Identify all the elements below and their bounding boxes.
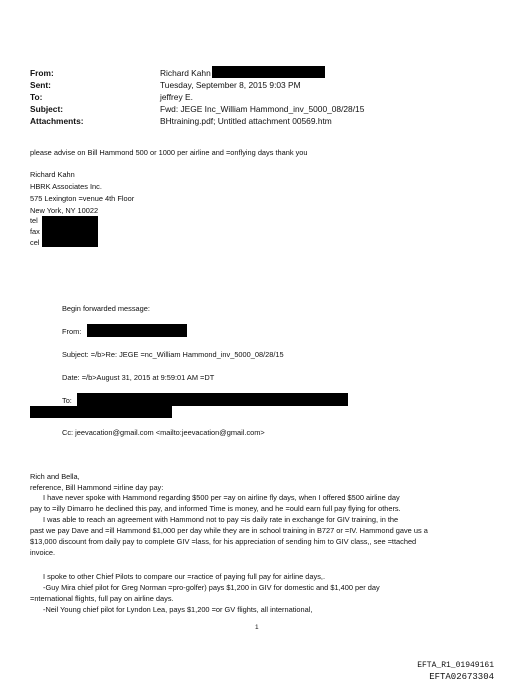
message-line: -Guy Mira chief pilot for Greg Norman =pro-golfer) pays $1,200 in GIV for domestic and $1,400 per day — [43, 583, 380, 592]
to-label: To: — [30, 92, 43, 102]
attachments-value: BHtraining.pdf; Untitled attachment 00569.htm — [160, 116, 332, 126]
signature-company: HBRK Associates Inc. — [30, 182, 102, 191]
forwarded-from-label: From: — [62, 327, 82, 336]
signature-fax: fax — [30, 227, 40, 236]
to-value: jeffrey E. — [160, 92, 193, 102]
attachments-label: Attachments: — [30, 116, 84, 126]
redaction-box — [87, 324, 187, 337]
redaction-box — [77, 393, 348, 406]
message-reference: reference, Bill Hammond =irline day pay: — [30, 483, 164, 492]
sent-label: Sent: — [30, 80, 51, 90]
message-line: -Neil Young chief pilot for Lyndon Lea, pays $1,200 =or GV flights, all international, — [43, 605, 313, 614]
sent-value: Tuesday, September 8, 2015 9:03 PM — [160, 80, 301, 90]
from-label: From: — [30, 68, 54, 78]
redaction-box — [42, 216, 98, 247]
message-line: I spoke to other Chief Pilots to compare our =ractice of paying full pay for airline days,. — [43, 572, 326, 581]
forwarded-to-label: To: — [62, 396, 72, 405]
signature-tel: tel — [30, 216, 38, 225]
message-line: I have never spoke with Hammond regarding $500 per =ay on airline fly days, when I offered $500 airline day — [43, 493, 400, 502]
redaction-box — [30, 406, 172, 418]
forwarded-subject: Subject: =/b>Re: JEGE =nc_William Hammond_inv_5000_08/28/15 — [62, 350, 284, 359]
footer-id-1: EFTA_R1_01949161 — [417, 661, 494, 670]
signature-name: Richard Kahn — [30, 170, 75, 179]
subject-value: Fwd: JEGE Inc_William Hammond_inv_5000_08/28/15 — [160, 104, 365, 114]
page-number: 1 — [255, 624, 259, 631]
forwarded-date: Date: =/b>August 31, 2015 at 9:59:01 AM =DT — [62, 373, 215, 382]
message-line: $13,000 discount from daily pay to complete GIV =lass, for his appreciation of sending him to GIV class,, see =ttached — [30, 537, 417, 546]
subject-label: Subject: — [30, 104, 64, 114]
message-line: pay to =illy Dimarro he declined this pay, and informed Time is money, and he =ould earn full pay flying for others. — [30, 504, 401, 513]
message-line: invoice. — [30, 548, 56, 557]
message-line: I was able to reach an agreement with Hammond not to pay =is daily rate in exchange for GIV training, in the — [43, 515, 399, 524]
forwarded-cc: Cc: jeevacation@gmail.com <mailto:jeevacation@gmail.com> — [62, 428, 265, 437]
signature-address1: 575 Lexington =venue 4th Floor — [30, 194, 135, 203]
message-greeting: Rich and Bella, — [30, 472, 80, 481]
intro-text: please advise on Bill Hammond 500 or 1000 per airline and =onflying days thank you — [30, 148, 308, 157]
signature-cel: cel — [30, 238, 40, 247]
from-value: Richard Kahn — [160, 68, 211, 78]
message-line: past we pay Dave and =ill Hammond $1,000 per day while they are in school training in B727 or =IV. Hammond gave us a — [30, 526, 428, 535]
redaction-box — [212, 66, 325, 78]
forwarded-begin: Begin forwarded message: — [62, 304, 150, 313]
message-line: =nternational flights, full pay on airline days. — [30, 594, 174, 603]
signature-address2: New York, NY 10022 — [30, 206, 99, 215]
footer-id-2: EFTA02673304 — [429, 672, 494, 682]
